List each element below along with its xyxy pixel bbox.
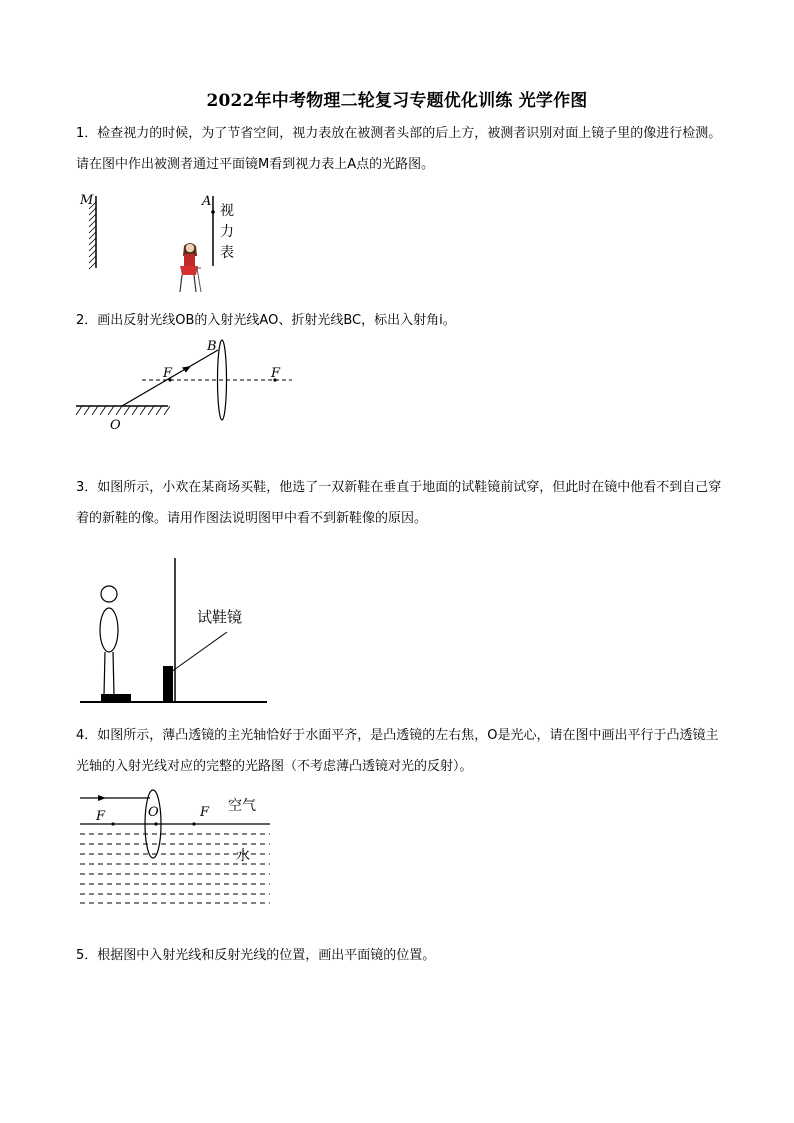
point-a bbox=[211, 210, 215, 214]
person-figure bbox=[100, 586, 118, 695]
surface-hatching bbox=[76, 406, 170, 415]
convex-lens bbox=[145, 790, 161, 858]
question-text: 画出反射光线OB的入射光线AO、折射光线BC，标出入射角i。 bbox=[97, 313, 456, 328]
focus-right-point bbox=[192, 822, 195, 825]
figure-3-shoe-mirror bbox=[75, 552, 275, 707]
question-2 bbox=[76, 305, 724, 336]
question-5 bbox=[76, 940, 724, 971]
mirror-label: M bbox=[80, 193, 94, 208]
question-number: 2． bbox=[76, 313, 98, 328]
figure-1-vision-test bbox=[70, 188, 270, 303]
question-text: 如图所示，薄凸透镜的主光轴恰好于水面平齐，是凸透镜的左右焦，O是光心，请在图中画出平行于凸透镜主光轴的入射光线对应的完整的光路图（不考虑薄凸透镜对光的反射）。 bbox=[76, 728, 719, 774]
focus-left-label: F bbox=[163, 366, 173, 381]
seated-person-figure bbox=[180, 243, 201, 292]
chart-label-2: 力 bbox=[220, 224, 234, 240]
focus-right-label: F bbox=[271, 366, 281, 381]
chart-label-3: 表 bbox=[220, 245, 234, 261]
question-number: 4． bbox=[76, 728, 98, 743]
optical-center-point bbox=[154, 822, 157, 825]
question-3 bbox=[76, 472, 724, 534]
optical-center-label: O bbox=[148, 805, 159, 820]
question-1 bbox=[76, 118, 724, 180]
ray-arrow bbox=[182, 366, 191, 373]
new-shoes bbox=[101, 694, 131, 702]
focus-left-point bbox=[111, 822, 114, 825]
point-o-label: O bbox=[110, 418, 121, 433]
question-number: 5． bbox=[76, 948, 98, 963]
question-4 bbox=[76, 720, 724, 782]
water-label: 水 bbox=[236, 848, 250, 864]
question-text: 检查视力的时候，为了节省空间，视力表放在被测者头部的后上方，被测者识别对面上镜子里的像进行检测。请在图中作出被测者通过平面镜M看到视力表上A点的光路图。 bbox=[76, 126, 722, 172]
question-text: 如图所示，小欢在某商场买鞋，他选了一双新鞋在垂直于地面的试鞋镜前试穿，但此时在镜中他看不到自己穿着的新鞋的像。请用作图法说明图甲中看不到新鞋像的原因。 bbox=[76, 480, 722, 526]
page-title: 2022年中考物理二轮复习专题优化训练 光学作图 bbox=[206, 91, 588, 111]
question-text: 根据图中入射光线和反射光线的位置，画出平面镜的位置。 bbox=[97, 948, 436, 963]
question-number: 1． bbox=[76, 126, 98, 141]
mirror-hatching bbox=[89, 202, 96, 269]
figure-4-lens-water bbox=[70, 786, 280, 911]
point-b-label: B bbox=[207, 339, 217, 354]
point-a-label: A bbox=[202, 194, 212, 209]
question-number: 3． bbox=[76, 480, 98, 495]
incident-ray-arrow bbox=[98, 795, 106, 801]
chart-label-1: 视 bbox=[220, 203, 234, 219]
figure-2-lens-reflection bbox=[70, 335, 300, 435]
focus-right-label: F bbox=[200, 805, 210, 820]
water-region bbox=[80, 834, 270, 903]
mirror-label-pointer bbox=[171, 632, 227, 672]
focus-left-label: F bbox=[96, 809, 106, 824]
air-label: 空气 bbox=[228, 798, 256, 814]
mirror-label: 试鞋镜 bbox=[197, 608, 243, 626]
